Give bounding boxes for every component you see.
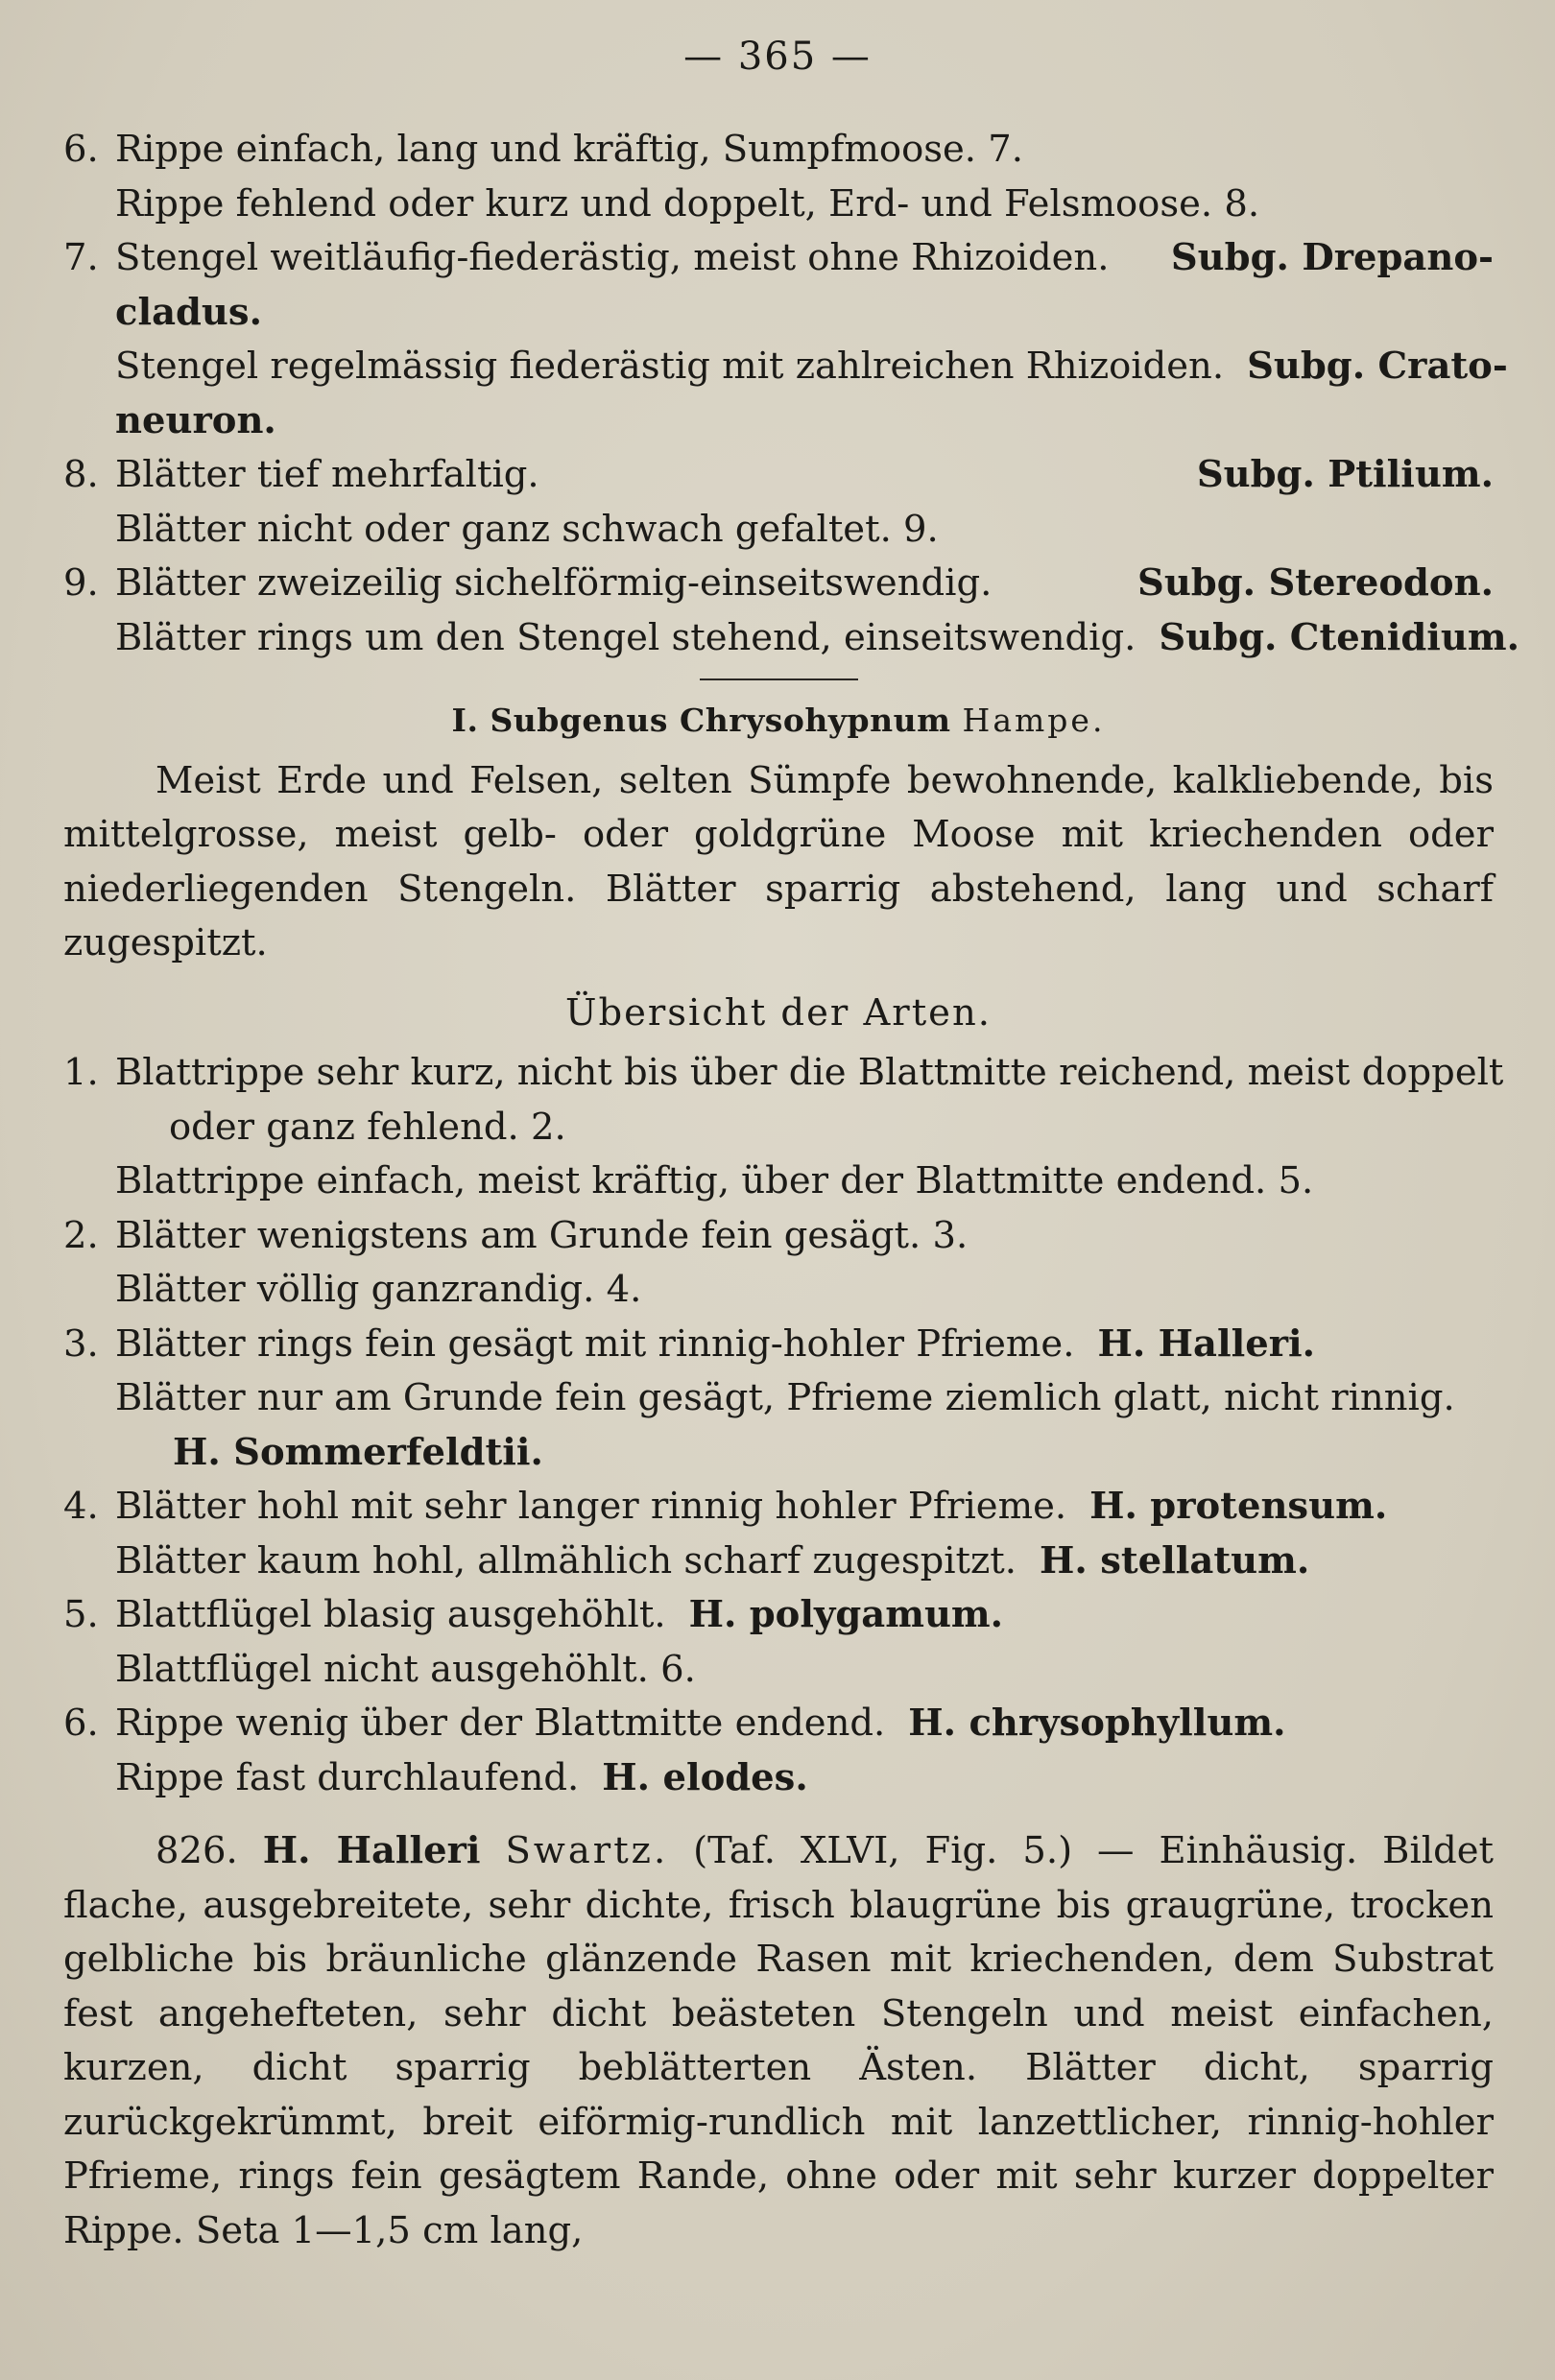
key-text: Blätter rings um den Stengel stehend, einseitswendig. bbox=[115, 615, 1136, 659]
key-number: 2. bbox=[63, 1213, 99, 1257]
key-line bbox=[63, 1263, 1494, 1318]
subgenus-name: I. Subgenus Chrysohypnum bbox=[451, 702, 951, 739]
key-number: 9. bbox=[63, 561, 99, 605]
taxon-name: H. stellatum. bbox=[1040, 1538, 1310, 1583]
key-text: Blattflügel nicht ausgehöhlt. 6. bbox=[115, 1647, 696, 1691]
key-number: 8. bbox=[63, 453, 99, 496]
key-line bbox=[63, 178, 1494, 232]
taxon-name: H. elodes. bbox=[602, 1755, 808, 1799]
subgenus-description: Meist Erde und Felsen, selten Sümpfe bewohnende, kalkliebende, bis mittelgrosse, meist gelb- oder goldgrüne Moose mit kriechenden oder niederliegenden Stengeln. Blätter sparrig abstehend, lang und scharf zugespitzt. bbox=[63, 758, 1494, 964]
key-line bbox=[63, 611, 1520, 666]
taxon-name: Subg. Stereodon. bbox=[1137, 561, 1494, 605]
taxon-name: Subg. Drepano- bbox=[1170, 236, 1494, 279]
species-key bbox=[63, 1046, 1504, 1805]
key-number: 7. bbox=[63, 236, 99, 279]
key-line bbox=[63, 1209, 1494, 1264]
key-text: Blätter hohl mit sehr langer rinnig hohler Pfrieme. bbox=[115, 1485, 1067, 1528]
key-text: Blätter tief mehrfaltig. bbox=[115, 453, 539, 496]
key-text: Blätter kaum hohl, allmählich scharf zugespitzt. bbox=[115, 1538, 1017, 1583]
key-number: 3. bbox=[63, 1321, 99, 1366]
subgenus-name-continued: neuron. bbox=[115, 398, 276, 442]
key-number: 4. bbox=[63, 1485, 99, 1528]
subgenus-author: Hampe. bbox=[962, 702, 1106, 739]
page-text bbox=[63, 123, 1520, 2258]
key-text: Blattflügel blasig ausgehöhlt. bbox=[115, 1593, 666, 1636]
key-text: Blattrippe sehr kurz, nicht bis über die Blattmitte reichend, meist doppelt bbox=[115, 1051, 1504, 1094]
key-line bbox=[63, 1154, 1494, 1209]
key-line bbox=[63, 1643, 1494, 1698]
key-text: Rippe einfach, lang und kräftig, Sumpfmoose. 7. bbox=[115, 128, 1023, 171]
key-line bbox=[63, 1426, 1494, 1481]
overview-heading: Übersicht der Arten. bbox=[565, 990, 992, 1035]
key-line bbox=[63, 503, 1494, 558]
key-text: Blätter nicht oder ganz schwach gefaltet. 9. bbox=[115, 507, 939, 551]
subgenus-name-continued: cladus. bbox=[115, 290, 263, 334]
subgenus-title bbox=[63, 694, 1494, 749]
key-number: 6. bbox=[63, 128, 99, 171]
key-line bbox=[63, 394, 1494, 449]
key-line bbox=[63, 1371, 1494, 1426]
key-line bbox=[63, 1535, 1494, 1589]
key-text: Rippe wenig über der Blattmitte endend. bbox=[115, 1702, 886, 1745]
key-line bbox=[63, 1697, 1494, 1751]
species-author: Swartz. bbox=[505, 1829, 669, 1872]
species-name: H. Halleri bbox=[262, 1829, 481, 1872]
key-line bbox=[63, 1046, 1504, 1101]
taxon-name: H. chrysophyllum. bbox=[908, 1702, 1286, 1745]
page-number: — 365 — bbox=[683, 35, 872, 79]
taxon-name: H. protensum. bbox=[1089, 1485, 1388, 1528]
key-line bbox=[63, 1101, 1494, 1155]
taxon-name: Subg. Crato- bbox=[1247, 345, 1508, 388]
key-line bbox=[63, 1588, 1494, 1643]
taxon-name: Subg. Ctenidium. bbox=[1159, 615, 1520, 659]
key-number: 6. bbox=[63, 1702, 99, 1745]
key-line bbox=[63, 1751, 1494, 1806]
key-line bbox=[63, 1318, 1494, 1372]
key-line bbox=[63, 448, 1494, 503]
key-text: Blätter zweizeilig sichelförmig-einseitswendig. bbox=[115, 561, 993, 605]
key-line-continued: oder ganz fehlend. 2. bbox=[169, 1105, 566, 1149]
key-text: Blätter völlig ganzrandig. 4. bbox=[115, 1268, 642, 1311]
key-line bbox=[63, 340, 1508, 394]
key-text: Blattrippe einfach, meist kräftig, über der Blattmitte endend. 5. bbox=[115, 1159, 1314, 1202]
key-line bbox=[63, 123, 1494, 178]
key-line bbox=[63, 231, 1494, 286]
key-line bbox=[63, 1480, 1494, 1535]
genus-key bbox=[63, 123, 1520, 665]
key-text: Blätter wenigstens am Grunde fein gesägt. 3. bbox=[115, 1213, 969, 1257]
taxon-name: H. Halleri. bbox=[1097, 1321, 1316, 1366]
key-number: 5. bbox=[63, 1593, 99, 1636]
key-text: Rippe fast durchlaufend. bbox=[115, 1755, 580, 1799]
key-line bbox=[63, 557, 1494, 611]
key-text: Blätter nur am Grunde fein gesägt, Pfrieme ziemlich glatt, nicht rinnig. bbox=[115, 1376, 1455, 1419]
species-name: H. Sommerfeldtii. bbox=[173, 1430, 543, 1474]
species-entry bbox=[63, 1824, 1494, 2258]
entry-description: (Taf. XLVI, Fig. 5.) — Einhäusig. Bildet flache, ausgebreitete, sehr dichte, frisch blaugrüne bis graugrüne, trocken gelbliche bis bräunliche glänzende Rasen mit kriechenden, dem Substrat fest angehefteten, sehr dicht beästeten Stengeln und meist einfachen, kurzen, dicht sparrig beblätterten Ästen. Blätter dicht, sparrig zurückgekrümmt, breit eiförmig-rundlich mit lanzettlicher, rinnig-hohler Pfrieme, rings fein gesägtem Rande, ohne oder mit sehr kurzer doppelter Rippe. Seta 1—1,5 cm lang, bbox=[63, 1829, 1494, 2252]
key-text: Rippe fehlend oder kurz und doppelt, Erd- und Felsmoose. 8. bbox=[115, 181, 1260, 226]
key-text: Blätter rings fein gesägt mit rinnig-hohler Pfrieme. bbox=[115, 1321, 1075, 1366]
key-line bbox=[63, 286, 1494, 341]
key-text: Stengel regelmässig fiederästig mit zahlreichen Rhizoiden. bbox=[115, 345, 1225, 388]
key-text: Stengel weitläufig-fiederästig, meist ohne Rhizoiden. bbox=[115, 236, 1110, 279]
taxon-name: H. polygamum. bbox=[688, 1593, 1004, 1636]
taxon-name: Subg. Ptilium. bbox=[1196, 453, 1494, 496]
key-number: 1. bbox=[63, 1051, 99, 1094]
section-divider bbox=[700, 678, 858, 680]
entry-number: 826. bbox=[156, 1829, 238, 1872]
